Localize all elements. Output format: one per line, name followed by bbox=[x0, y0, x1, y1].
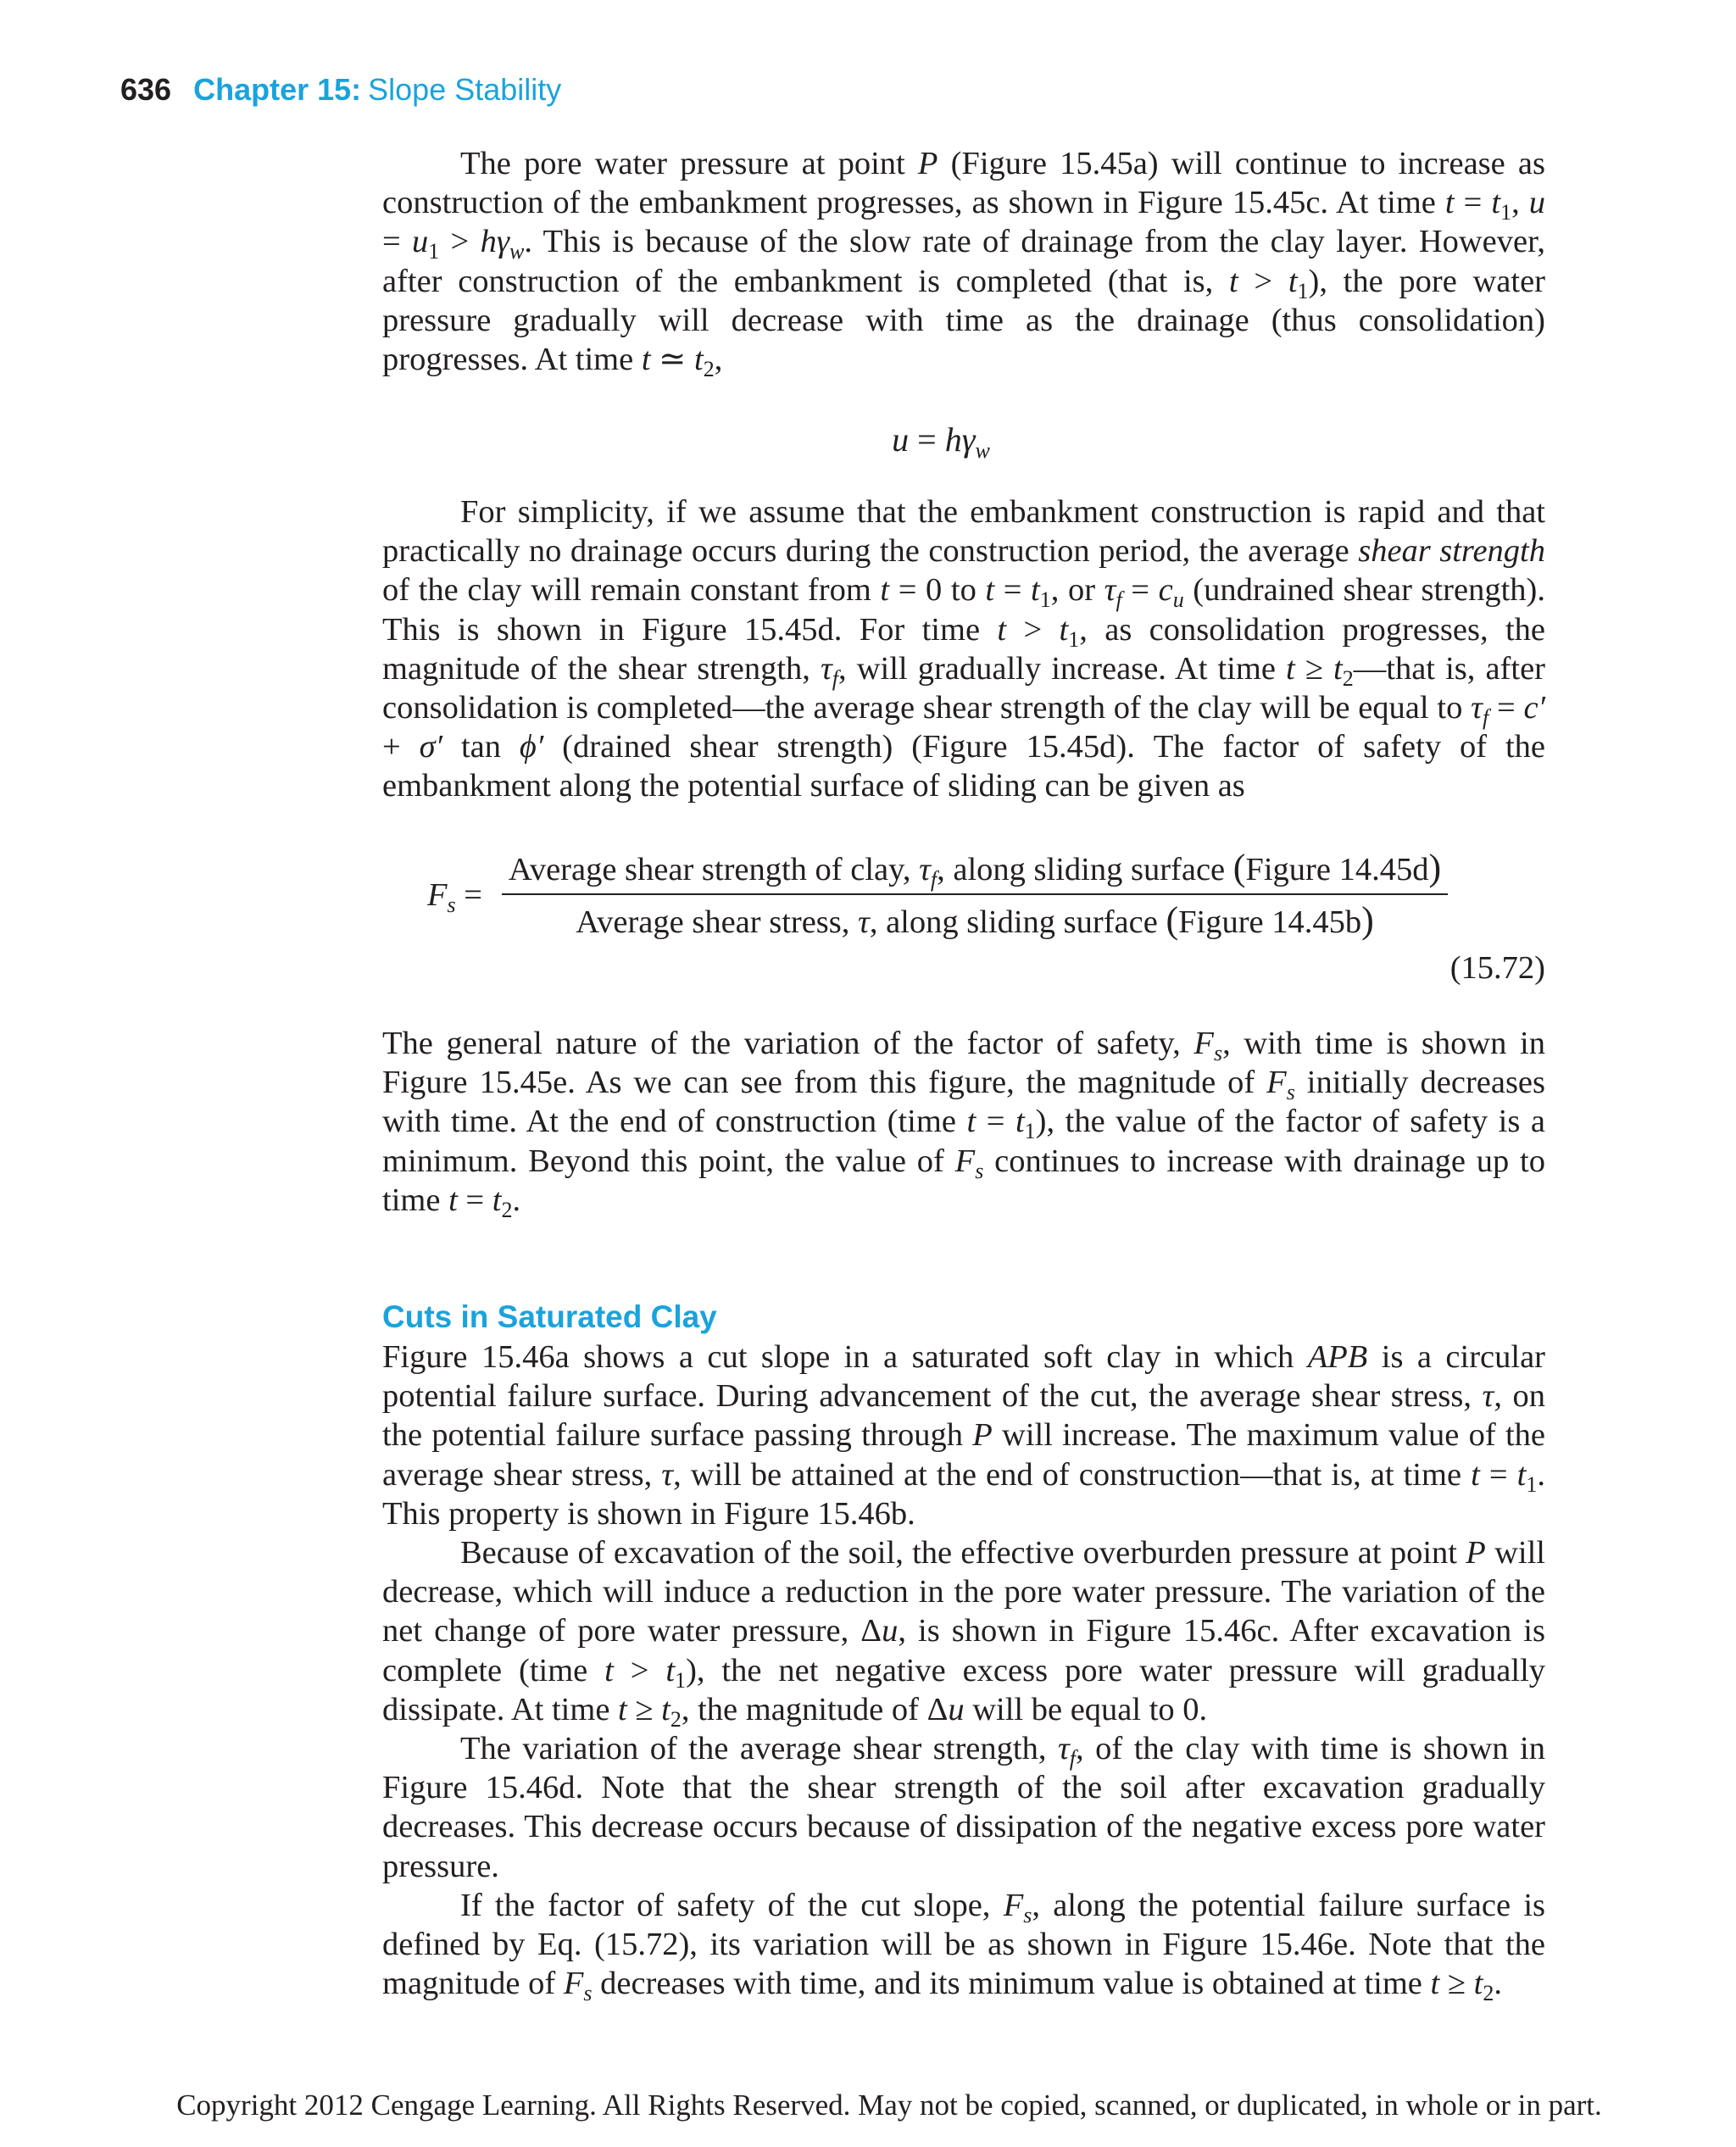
paragraph-text: For simplicity, if we assume that the embankment construction is rapid and that practically no drainage occurs during the construction period, the average shear strength of the clay will remain constant from t = 0 to $t = t_1$, or $\tau_f = c_u$ (undrained shear strength). This is shown in Figure 15.45d. For time $t > t_1$, as consolidation progresses, the magnitude of the shear strength, $\tau_f$, will gradually increase. At time $t \ge t_2—that$ is, after consolidation is completed—the average shear strength of the clay will be equal to $\tau_f = c' + \sigma'$ tan ϕ′ (drained shear strength) (Figure 15.45d). The factor of safety of the embankment along the potential surface of sliding can be given as bbox=[382, 494, 1546, 804]
copyright-footer: Copyright 2012 Cengage Learning. All Rights Reserved. May not be copied, scanned, or duplicated, in whole or in part. bbox=[176, 2089, 1602, 2122]
fraction-denominator: Average shear stress, τ, along sliding surface (Figure 14.45b) bbox=[576, 899, 1374, 941]
equation-number: (15.72) bbox=[1449, 950, 1545, 986]
section-heading: Cuts in Saturated Clay bbox=[382, 1299, 717, 1334]
page-number: 636 bbox=[120, 72, 172, 107]
paragraph-text: Because of excavation of the soil, the effective overburden pressure at point P will decrease, which will induce a reduction in the pore water pressure. The variation of the net change of pore water pressure, Δu, is shown in Figure 15.46c. After excavation is complete (time $t > t_1$), the net negative excess pore water pressure will gradually dissipate. At time $t \ge t_2$, the magnitude of Δu will be equal to 0. bbox=[382, 1535, 1546, 1732]
paragraph-text: The variation of the average shear strength, $\tau_f$, of the clay with time is shown in Figure 15.46d. Note that the shear strength of the soil after excavation gradually decreases. This decrease occurs because of dissipation of the negative excess pore water pressure. bbox=[382, 1731, 1545, 1884]
equation-factor-of-safety bbox=[424, 846, 1560, 946]
fraction-numerator: Average shear strength of clay, $\tau_f$, along sliding surface (Figure 14.45d) bbox=[508, 847, 1442, 892]
chapter-title: Slope Stability bbox=[368, 72, 562, 107]
paragraph-text: The general nature of the variation of the factor of safety, $F_s$, with time is shown in Figure 15.45e. As we can see from this figure, the magnitude of $F_s$ initially decreases with time. At the end of construction (time $t = t_1$), the value of the factor of safety is a minimum. Beyond this point, the value of $F_s$ continues to increase with drainage up to time $t = t_2$. bbox=[382, 1026, 1545, 1222]
equation-pore-pressure: $u = h\gamma_w$ bbox=[892, 420, 990, 463]
paragraph-factor-of-safety-variation bbox=[382, 1024, 1545, 1220]
fraction-bar bbox=[502, 893, 1448, 895]
paragraph-text: The pore water pressure at point P (Figure 15.45a) will continue to increase as construction of the embankment progresses, as shown in Figure 15.45c. At time $t = t_1$, $u = u_1 > h\gamma_w$. This is because of the slow rate of drainage from the clay layer. However, after construction of the embankment is completed (that is, $t > t_1$), the pore water pressure gradually will decrease with time as the drainage (thus consolidation) progresses. At time t ≃ $t_2$, bbox=[382, 146, 1546, 382]
paragraph-text: Figure 15.46a shows a cut slope in a saturated soft clay in which APB is a circular potential failure surface. During advancement of the cut, the average shear stress, τ, on the potential failure surface passing through P will increase. The maximum value of the average shear stress, τ, will be attained at the end of construction—that is, at time $t = t_1$. This property is shown in Figure 15.46b. bbox=[382, 1339, 1545, 1532]
paragraph-shear-strength bbox=[382, 492, 1545, 806]
equation-lhs: $F_s$ = bbox=[427, 877, 482, 917]
chapter-label: Chapter 15: bbox=[193, 72, 362, 107]
paragraph-text: If the factor of safety of the cut slope, $F_s$, along the potential failure surface is defined by Eq. (15.72), its variation will be as shown in Figure 15.46e. Note that the magnitude of $F_s$ decreases with time, and its minimum value is obtained at time $t \ge t_2$. bbox=[382, 1887, 1545, 2006]
section-body-cuts bbox=[382, 1338, 1546, 2006]
running-header bbox=[120, 71, 561, 108]
paragraph-pore-pressure-embankment bbox=[382, 144, 1546, 382]
